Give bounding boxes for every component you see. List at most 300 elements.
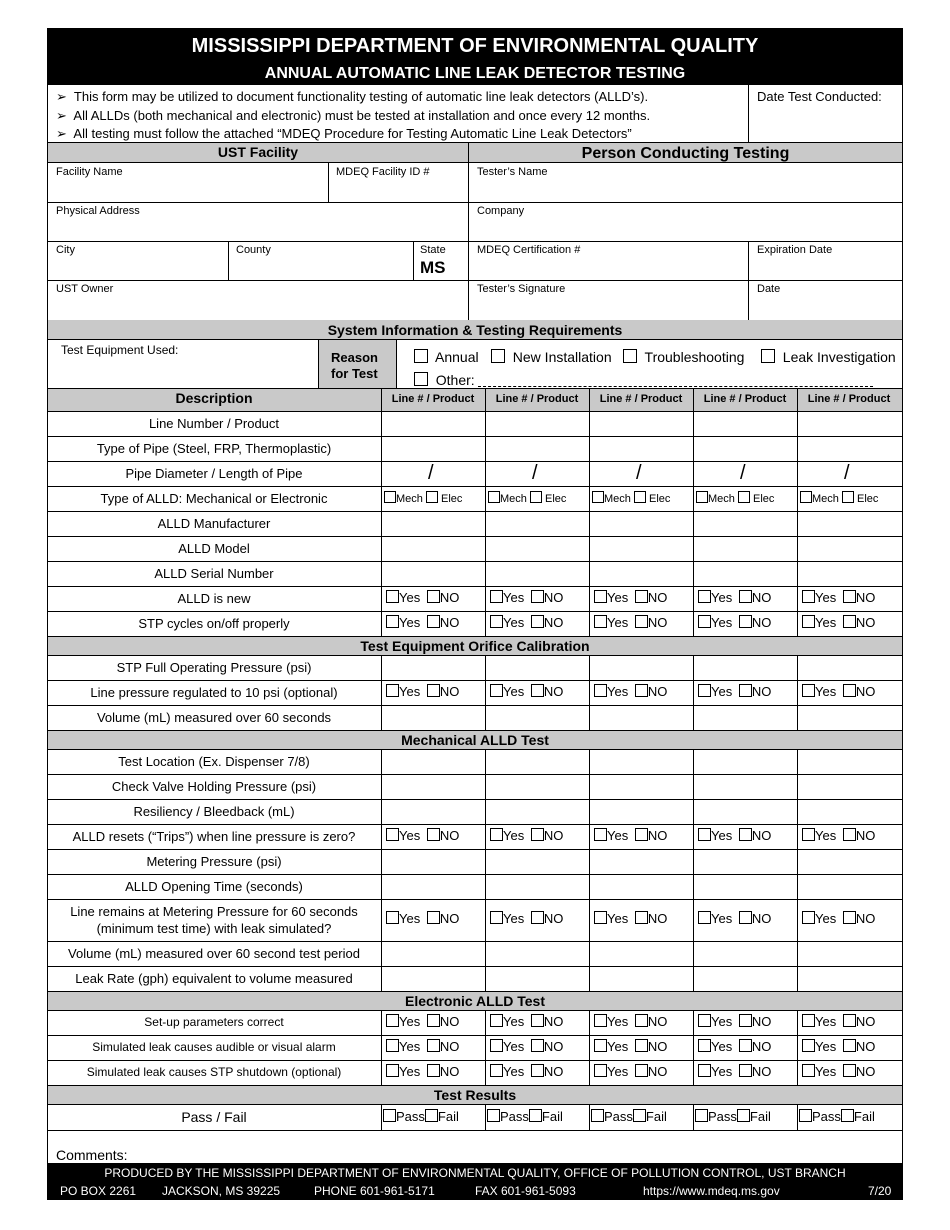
entry-cell[interactable] <box>590 750 692 773</box>
checkbox[interactable] <box>414 372 428 386</box>
answer-cell[interactable]: Yes NO <box>698 1014 771 1029</box>
checkbox[interactable] <box>802 1064 815 1077</box>
electronic-title: Electronic ALLD Test <box>404 993 546 1009</box>
checkbox[interactable] <box>802 1039 815 1052</box>
checkbox[interactable] <box>386 911 399 924</box>
entry-cell[interactable] <box>382 850 484 873</box>
entry-cell[interactable] <box>694 412 796 435</box>
entry-cell[interactable] <box>382 656 484 679</box>
facility-id-field[interactable]: MDEQ Facility ID # <box>336 166 430 178</box>
reason-troubleshooting[interactable]: Troubleshooting <box>623 349 744 365</box>
pass-fail-cell[interactable]: Pass Fail <box>799 1109 875 1124</box>
checkbox[interactable] <box>843 615 856 628</box>
tester-signature-field[interactable]: Tester’s Signature <box>477 283 566 295</box>
entry-cell[interactable] <box>590 850 692 873</box>
answer-cell[interactable]: Yes NO <box>802 828 875 843</box>
row-description: STP Full Operating Pressure (psi) <box>116 660 312 675</box>
mechanical-title: Mechanical ALLD Test <box>401 732 549 748</box>
entry-cell[interactable] <box>486 656 588 679</box>
entry-cell[interactable] <box>382 875 484 898</box>
entry-cell[interactable] <box>798 537 900 560</box>
entry-cell[interactable] <box>590 875 692 898</box>
row-description: Type of ALLD: Mechanical or Electronic <box>100 491 328 506</box>
entry-cell[interactable] <box>590 706 692 729</box>
intro-bullet: ➢ This form may be utilized to document functionality testing of automatic line leak detectors (ALLD’s). <box>56 89 649 104</box>
line-product-header: Line # / Product <box>807 393 891 405</box>
checkbox[interactable] <box>425 1109 438 1122</box>
entry-cell[interactable] <box>486 942 588 965</box>
answer-cell[interactable]: Yes NO <box>698 828 771 843</box>
answer-cell[interactable]: Yes NO <box>490 911 563 926</box>
answer-cell[interactable]: Yes NO <box>802 1064 875 1079</box>
line-product-header: Line # / Product <box>495 393 579 405</box>
checkbox[interactable] <box>698 1064 711 1077</box>
checkbox[interactable] <box>491 349 505 363</box>
checkbox[interactable] <box>386 615 399 628</box>
entry-cell[interactable] <box>694 775 796 798</box>
checkbox[interactable] <box>843 1014 856 1027</box>
answer-cell[interactable]: Yes NO <box>802 684 875 699</box>
checkbox[interactable] <box>633 1109 646 1122</box>
checkbox[interactable] <box>635 684 648 697</box>
footer-phone: PHONE 601-961-5171 <box>314 1184 435 1198</box>
entry-cell[interactable] <box>486 967 588 990</box>
checkbox[interactable] <box>802 828 815 841</box>
entry-cell[interactable] <box>694 750 796 773</box>
line-product-header: Line # / Product <box>599 393 683 405</box>
entry-cell[interactable] <box>382 437 484 460</box>
answer-cell[interactable]: Yes NO <box>386 911 459 926</box>
checkbox[interactable] <box>386 590 399 603</box>
answer-cell[interactable]: Yes NO <box>386 615 459 630</box>
checkbox[interactable] <box>635 828 648 841</box>
checkbox[interactable] <box>427 1064 440 1077</box>
row-description: Volume (mL) measured over 60 seconds <box>96 710 332 725</box>
comments-field[interactable]: Comments: <box>56 1147 128 1163</box>
answer-cell[interactable]: Yes NO <box>490 1064 563 1079</box>
footer-produced-by: PRODUCED BY THE MISSISSIPPI DEPARTMENT OF ENVIRONMENTAL QUALITY, OFFICE OF POLLUTION CONTROL, UST BRANCH <box>104 1166 846 1180</box>
entry-cell[interactable] <box>486 775 588 798</box>
entry-cell[interactable] <box>486 875 588 898</box>
answer-cell[interactable]: Yes NO <box>594 1064 667 1079</box>
checkbox[interactable] <box>488 491 500 503</box>
row-description: Metering Pressure (psi) <box>146 854 282 869</box>
checkbox[interactable] <box>594 615 607 628</box>
entry-cell[interactable] <box>694 800 796 823</box>
checkbox[interactable] <box>594 828 607 841</box>
entry-cell[interactable] <box>798 850 900 873</box>
ust-facility-title: UST Facility <box>217 144 299 160</box>
answer-cell[interactable]: Yes NO <box>698 684 771 699</box>
row-description: ALLD Model <box>178 541 250 556</box>
checkbox[interactable] <box>427 1039 440 1052</box>
checkbox[interactable] <box>843 590 856 603</box>
entry-cell[interactable] <box>486 412 588 435</box>
checkbox[interactable] <box>386 1064 399 1077</box>
answer-cell[interactable]: Yes NO <box>490 1039 563 1054</box>
answer-cell[interactable]: Yes NO <box>698 615 771 630</box>
entry-cell[interactable] <box>382 967 484 990</box>
answer-cell[interactable]: Yes NO <box>698 590 771 605</box>
reason-annual[interactable]: Annual <box>414 349 479 365</box>
entry-cell[interactable] <box>486 512 588 535</box>
entry-cell[interactable] <box>694 437 796 460</box>
alld-type-cell[interactable]: Mech Elec <box>800 491 878 505</box>
answer-cell[interactable]: Yes NO <box>802 1014 875 1029</box>
answer-cell[interactable]: Yes NO <box>386 1014 459 1029</box>
row-description: Pipe Diameter / Length of Pipe <box>125 466 303 481</box>
entry-cell[interactable] <box>382 706 484 729</box>
checkbox[interactable] <box>490 911 503 924</box>
entry-cell[interactable] <box>382 775 484 798</box>
checkbox[interactable] <box>427 615 440 628</box>
checkbox[interactable] <box>802 590 815 603</box>
answer-cell[interactable]: Yes NO <box>698 1039 771 1054</box>
answer-cell[interactable]: Yes NO <box>802 911 875 926</box>
checkbox[interactable] <box>739 911 752 924</box>
checkbox[interactable] <box>592 491 604 503</box>
checkbox[interactable] <box>490 684 503 697</box>
answer-cell[interactable]: Yes NO <box>386 1064 459 1079</box>
diameter-length-slash: / <box>428 462 434 484</box>
checkbox[interactable] <box>531 1039 544 1052</box>
entry-cell[interactable] <box>694 875 796 898</box>
entry-cell[interactable] <box>590 562 692 585</box>
checkbox[interactable] <box>531 1014 544 1027</box>
checkbox[interactable] <box>531 828 544 841</box>
checkbox[interactable] <box>841 1109 854 1122</box>
answer-cell[interactable]: Yes NO <box>490 615 563 630</box>
answer-cell[interactable]: Yes NO <box>594 1039 667 1054</box>
answer-cell[interactable]: Yes NO <box>386 684 459 699</box>
entry-cell[interactable] <box>798 512 900 535</box>
checkbox[interactable] <box>386 1039 399 1052</box>
checkbox[interactable] <box>490 828 503 841</box>
answer-cell[interactable]: Yes NO <box>386 590 459 605</box>
answer-cell[interactable]: Yes NO <box>594 615 667 630</box>
answer-cell[interactable]: Yes NO <box>802 615 875 630</box>
signature-date-field[interactable]: Date <box>757 283 781 295</box>
entry-cell[interactable] <box>694 850 796 873</box>
test-equipment-field[interactable]: Test Equipment Used: <box>61 343 179 357</box>
row-description: Volume (mL) measured over 60 second test period <box>68 946 360 961</box>
entry-cell[interactable] <box>798 967 900 990</box>
checkbox[interactable] <box>490 1014 503 1027</box>
checkbox[interactable] <box>802 684 815 697</box>
entry-cell[interactable] <box>486 706 588 729</box>
row-description: Simulated leak causes STP shutdown (optional) <box>86 1065 342 1079</box>
checkbox[interactable] <box>635 1014 648 1027</box>
checkbox[interactable] <box>698 911 711 924</box>
facility-name-field[interactable]: Facility Name <box>56 166 123 178</box>
alld-type-cell[interactable]: Mech Elec <box>488 491 566 505</box>
entry-cell[interactable] <box>486 562 588 585</box>
checkbox[interactable] <box>427 684 440 697</box>
checkbox[interactable] <box>739 1014 752 1027</box>
checkbox[interactable] <box>800 491 812 503</box>
checkbox[interactable] <box>698 828 711 841</box>
row-description: Line pressure regulated to 10 psi (optional) <box>90 685 338 700</box>
entry-cell[interactable] <box>590 512 692 535</box>
checkbox[interactable] <box>698 1039 711 1052</box>
row-description: Leak Rate (gph) equivalent to volume measured <box>75 971 353 986</box>
answer-cell[interactable]: Yes NO <box>594 684 667 699</box>
entry-cell[interactable] <box>798 800 900 823</box>
checkbox[interactable] <box>843 1064 856 1077</box>
row-description: Line remains at Metering Pressure for 60 seconds <box>70 904 358 919</box>
checkbox[interactable] <box>843 911 856 924</box>
answer-cell[interactable]: Yes NO <box>490 590 563 605</box>
checkbox[interactable] <box>739 684 752 697</box>
checkbox[interactable] <box>384 491 396 503</box>
entry-cell[interactable] <box>798 656 900 679</box>
checkbox[interactable] <box>490 590 503 603</box>
checkbox[interactable] <box>594 1039 607 1052</box>
entry-cell[interactable] <box>486 437 588 460</box>
checkbox[interactable] <box>635 1039 648 1052</box>
pass-fail-cell[interactable]: Pass Fail <box>695 1109 771 1124</box>
answer-cell[interactable]: Yes NO <box>802 1039 875 1054</box>
answer-cell[interactable]: Yes NO <box>386 1039 459 1054</box>
intro-bullet: ➢ All ALLDs (both mechanical and electronic) must be tested at installation and once every 12 months. <box>56 108 651 123</box>
checkbox[interactable] <box>531 1064 544 1077</box>
answer-cell[interactable]: Yes NO <box>698 911 771 926</box>
footer-url[interactable]: https://www.mdeq.ms.gov <box>643 1184 780 1198</box>
person-conducting-testing-title: Person Conducting Testing <box>581 145 790 162</box>
entry-cell[interactable] <box>382 562 484 585</box>
checkbox[interactable] <box>802 615 815 628</box>
form-footer <box>47 1164 903 1200</box>
checkbox[interactable] <box>739 828 752 841</box>
checkbox[interactable] <box>531 911 544 924</box>
reason-new-installation[interactable]: New Installation <box>491 349 612 365</box>
checkbox[interactable] <box>698 1014 711 1027</box>
checkbox[interactable] <box>531 684 544 697</box>
entry-cell[interactable] <box>694 537 796 560</box>
answer-cell[interactable]: Yes NO <box>490 1014 563 1029</box>
footer-pobox: PO BOX 2261 <box>60 1184 137 1198</box>
footer-fax: FAX 601-961-5093 <box>475 1184 576 1198</box>
footer-city: JACKSON, MS 39225 <box>162 1184 281 1198</box>
entry-cell[interactable] <box>798 875 900 898</box>
checkbox[interactable] <box>635 590 648 603</box>
entry-cell[interactable] <box>798 562 900 585</box>
checkbox[interactable] <box>529 1109 542 1122</box>
row-description: ALLD Manufacturer <box>157 516 271 531</box>
checkbox[interactable] <box>386 1014 399 1027</box>
checkbox[interactable] <box>386 828 399 841</box>
form-subtitle: ANNUAL AUTOMATIC LINE LEAK DETECTOR TESTING <box>264 65 686 82</box>
entry-cell[interactable] <box>798 437 900 460</box>
form-title: MISSISSIPPI DEPARTMENT OF ENVIRONMENTAL QUALITY <box>191 35 759 57</box>
checkbox[interactable] <box>490 1064 503 1077</box>
checkbox[interactable] <box>591 1109 604 1122</box>
intro-bullet: ➢ All testing must follow the attached “MDEQ Procedure for Testing Automatic Line Leak Detectors” <box>56 126 632 141</box>
entry-cell[interactable] <box>798 775 900 798</box>
calibration-title: Test Equipment Orifice Calibration <box>360 638 590 654</box>
row-description: STP cycles on/off properly <box>138 616 290 631</box>
checkbox[interactable] <box>427 828 440 841</box>
checkbox[interactable] <box>738 491 750 503</box>
checkbox[interactable] <box>427 590 440 603</box>
footer-revision: 7/20 <box>868 1184 892 1198</box>
checkbox[interactable] <box>696 491 708 503</box>
entry-cell[interactable] <box>486 750 588 773</box>
checkbox[interactable] <box>490 1039 503 1052</box>
checkbox[interactable] <box>799 1109 812 1122</box>
entry-cell[interactable] <box>382 942 484 965</box>
entry-cell[interactable] <box>486 850 588 873</box>
checkbox[interactable] <box>635 911 648 924</box>
checkbox[interactable] <box>594 1064 607 1077</box>
entry-cell[interactable] <box>694 562 796 585</box>
answer-cell[interactable]: Yes NO <box>490 684 563 699</box>
checkbox[interactable] <box>383 1109 396 1122</box>
city-field[interactable]: City <box>56 244 75 256</box>
checkbox[interactable] <box>802 911 815 924</box>
expiration-date-field[interactable]: Expiration Date <box>757 244 833 256</box>
entry-cell[interactable] <box>590 537 692 560</box>
answer-cell[interactable]: Yes NO <box>386 828 459 843</box>
pass-fail-label: Pass / Fail <box>181 1109 247 1125</box>
answer-cell[interactable]: Yes NO <box>490 828 563 843</box>
pass-fail-cell[interactable]: Pass Fail <box>591 1109 667 1124</box>
checkbox[interactable] <box>531 615 544 628</box>
pass-fail-cell[interactable]: Pass Fail <box>383 1109 459 1124</box>
entry-cell[interactable] <box>694 706 796 729</box>
entry-cell[interactable] <box>798 706 900 729</box>
checkbox[interactable] <box>426 491 438 503</box>
physical-address-field[interactable]: Physical Address <box>56 205 140 217</box>
row-description: ALLD Serial Number <box>154 566 274 581</box>
entry-cell[interactable] <box>382 412 484 435</box>
state-label: State <box>420 244 446 256</box>
entry-cell[interactable] <box>382 800 484 823</box>
county-field[interactable]: County <box>236 244 271 256</box>
entry-cell[interactable] <box>486 800 588 823</box>
entry-cell[interactable] <box>798 942 900 965</box>
checkbox[interactable] <box>594 684 607 697</box>
checkbox[interactable] <box>761 349 775 363</box>
row-description: Line Number / Product <box>148 416 280 431</box>
reason-leak-investigation[interactable]: Leak Investigation <box>761 349 896 365</box>
checkbox[interactable] <box>487 1109 500 1122</box>
row-description: Resiliency / Bleedback (mL) <box>133 804 295 819</box>
checkbox[interactable] <box>843 1039 856 1052</box>
tester-name-field[interactable]: Tester’s Name <box>477 166 548 178</box>
answer-cell[interactable]: Yes NO <box>594 911 667 926</box>
checkbox[interactable] <box>698 615 711 628</box>
checkbox[interactable] <box>739 1064 752 1077</box>
description-header: Description <box>175 390 253 406</box>
checkbox[interactable] <box>635 1064 648 1077</box>
entry-cell[interactable] <box>694 512 796 535</box>
row-description: Type of Pipe (Steel, FRP, Thermoplastic) <box>96 441 332 456</box>
answer-cell[interactable]: Yes NO <box>594 590 667 605</box>
checkbox[interactable] <box>427 911 440 924</box>
row-description: ALLD Opening Time (seconds) <box>125 879 303 894</box>
entry-cell[interactable] <box>798 750 900 773</box>
row-description: ALLD is new <box>177 591 251 606</box>
checkbox[interactable] <box>414 349 428 363</box>
checkbox[interactable] <box>594 590 607 603</box>
checkbox[interactable] <box>695 1109 708 1122</box>
answer-cell[interactable]: Yes NO <box>594 1014 667 1029</box>
pass-fail-cell[interactable]: Pass Fail <box>487 1109 563 1124</box>
state-value: MS <box>420 258 446 277</box>
entry-cell[interactable] <box>694 656 796 679</box>
entry-cell[interactable] <box>382 537 484 560</box>
answer-cell[interactable]: Yes NO <box>802 590 875 605</box>
checkbox[interactable] <box>530 491 542 503</box>
checkbox[interactable] <box>843 684 856 697</box>
checkbox[interactable] <box>490 615 503 628</box>
certification-field[interactable]: MDEQ Certification # <box>477 244 581 256</box>
entry-cell[interactable] <box>590 437 692 460</box>
checkbox[interactable] <box>594 1014 607 1027</box>
checkbox[interactable] <box>386 684 399 697</box>
entry-cell[interactable] <box>590 656 692 679</box>
checkbox[interactable] <box>623 349 637 363</box>
form-header <box>47 28 903 84</box>
entry-cell[interactable] <box>590 967 692 990</box>
alld-type-cell[interactable]: Mech Elec <box>696 491 774 505</box>
answer-cell[interactable]: Yes NO <box>594 828 667 843</box>
row-description: Set-up parameters correct <box>144 1015 284 1029</box>
checkbox[interactable] <box>427 1014 440 1027</box>
checkbox[interactable] <box>843 828 856 841</box>
ust-owner-field[interactable]: UST Owner <box>56 283 114 295</box>
entry-cell[interactable] <box>590 412 692 435</box>
checkbox[interactable] <box>737 1109 750 1122</box>
entry-cell[interactable] <box>382 750 484 773</box>
reason-other[interactable]: Other: <box>414 372 475 388</box>
checkbox[interactable] <box>531 590 544 603</box>
reason-label-2: for Test <box>331 366 378 381</box>
entry-cell[interactable] <box>590 775 692 798</box>
checkbox[interactable] <box>842 491 854 503</box>
row-description: Check Valve Holding Pressure (psi) <box>111 779 317 794</box>
checkbox[interactable] <box>635 615 648 628</box>
checkbox[interactable] <box>739 590 752 603</box>
checkbox[interactable] <box>739 615 752 628</box>
date-test-conducted-label: Date Test Conducted: <box>757 89 882 104</box>
checkbox[interactable] <box>739 1039 752 1052</box>
other-reason-line[interactable] <box>478 386 873 387</box>
checkbox[interactable] <box>634 491 646 503</box>
entry-cell[interactable] <box>590 942 692 965</box>
alld-type-cell[interactable]: Mech Elec <box>592 491 670 505</box>
line-product-header: Line # / Product <box>703 393 787 405</box>
checkbox[interactable] <box>698 684 711 697</box>
line-product-header: Line # / Product <box>391 393 475 405</box>
answer-cell[interactable]: Yes NO <box>698 1064 771 1079</box>
checkbox[interactable] <box>698 590 711 603</box>
entry-cell[interactable] <box>382 512 484 535</box>
entry-cell[interactable] <box>694 967 796 990</box>
alld-type-cell[interactable]: Mech Elec <box>384 491 462 505</box>
entry-cell[interactable] <box>590 800 692 823</box>
checkbox[interactable] <box>802 1014 815 1027</box>
diameter-length-slash: / <box>532 462 538 484</box>
row-description-line2: (minimum test time) with leak simulated? <box>96 921 332 936</box>
entry-cell[interactable] <box>798 412 900 435</box>
date-test-conducted-field[interactable] <box>749 105 902 141</box>
checkbox[interactable] <box>594 911 607 924</box>
company-field[interactable]: Company <box>477 205 525 217</box>
entry-cell[interactable] <box>694 942 796 965</box>
entry-cell[interactable] <box>486 537 588 560</box>
